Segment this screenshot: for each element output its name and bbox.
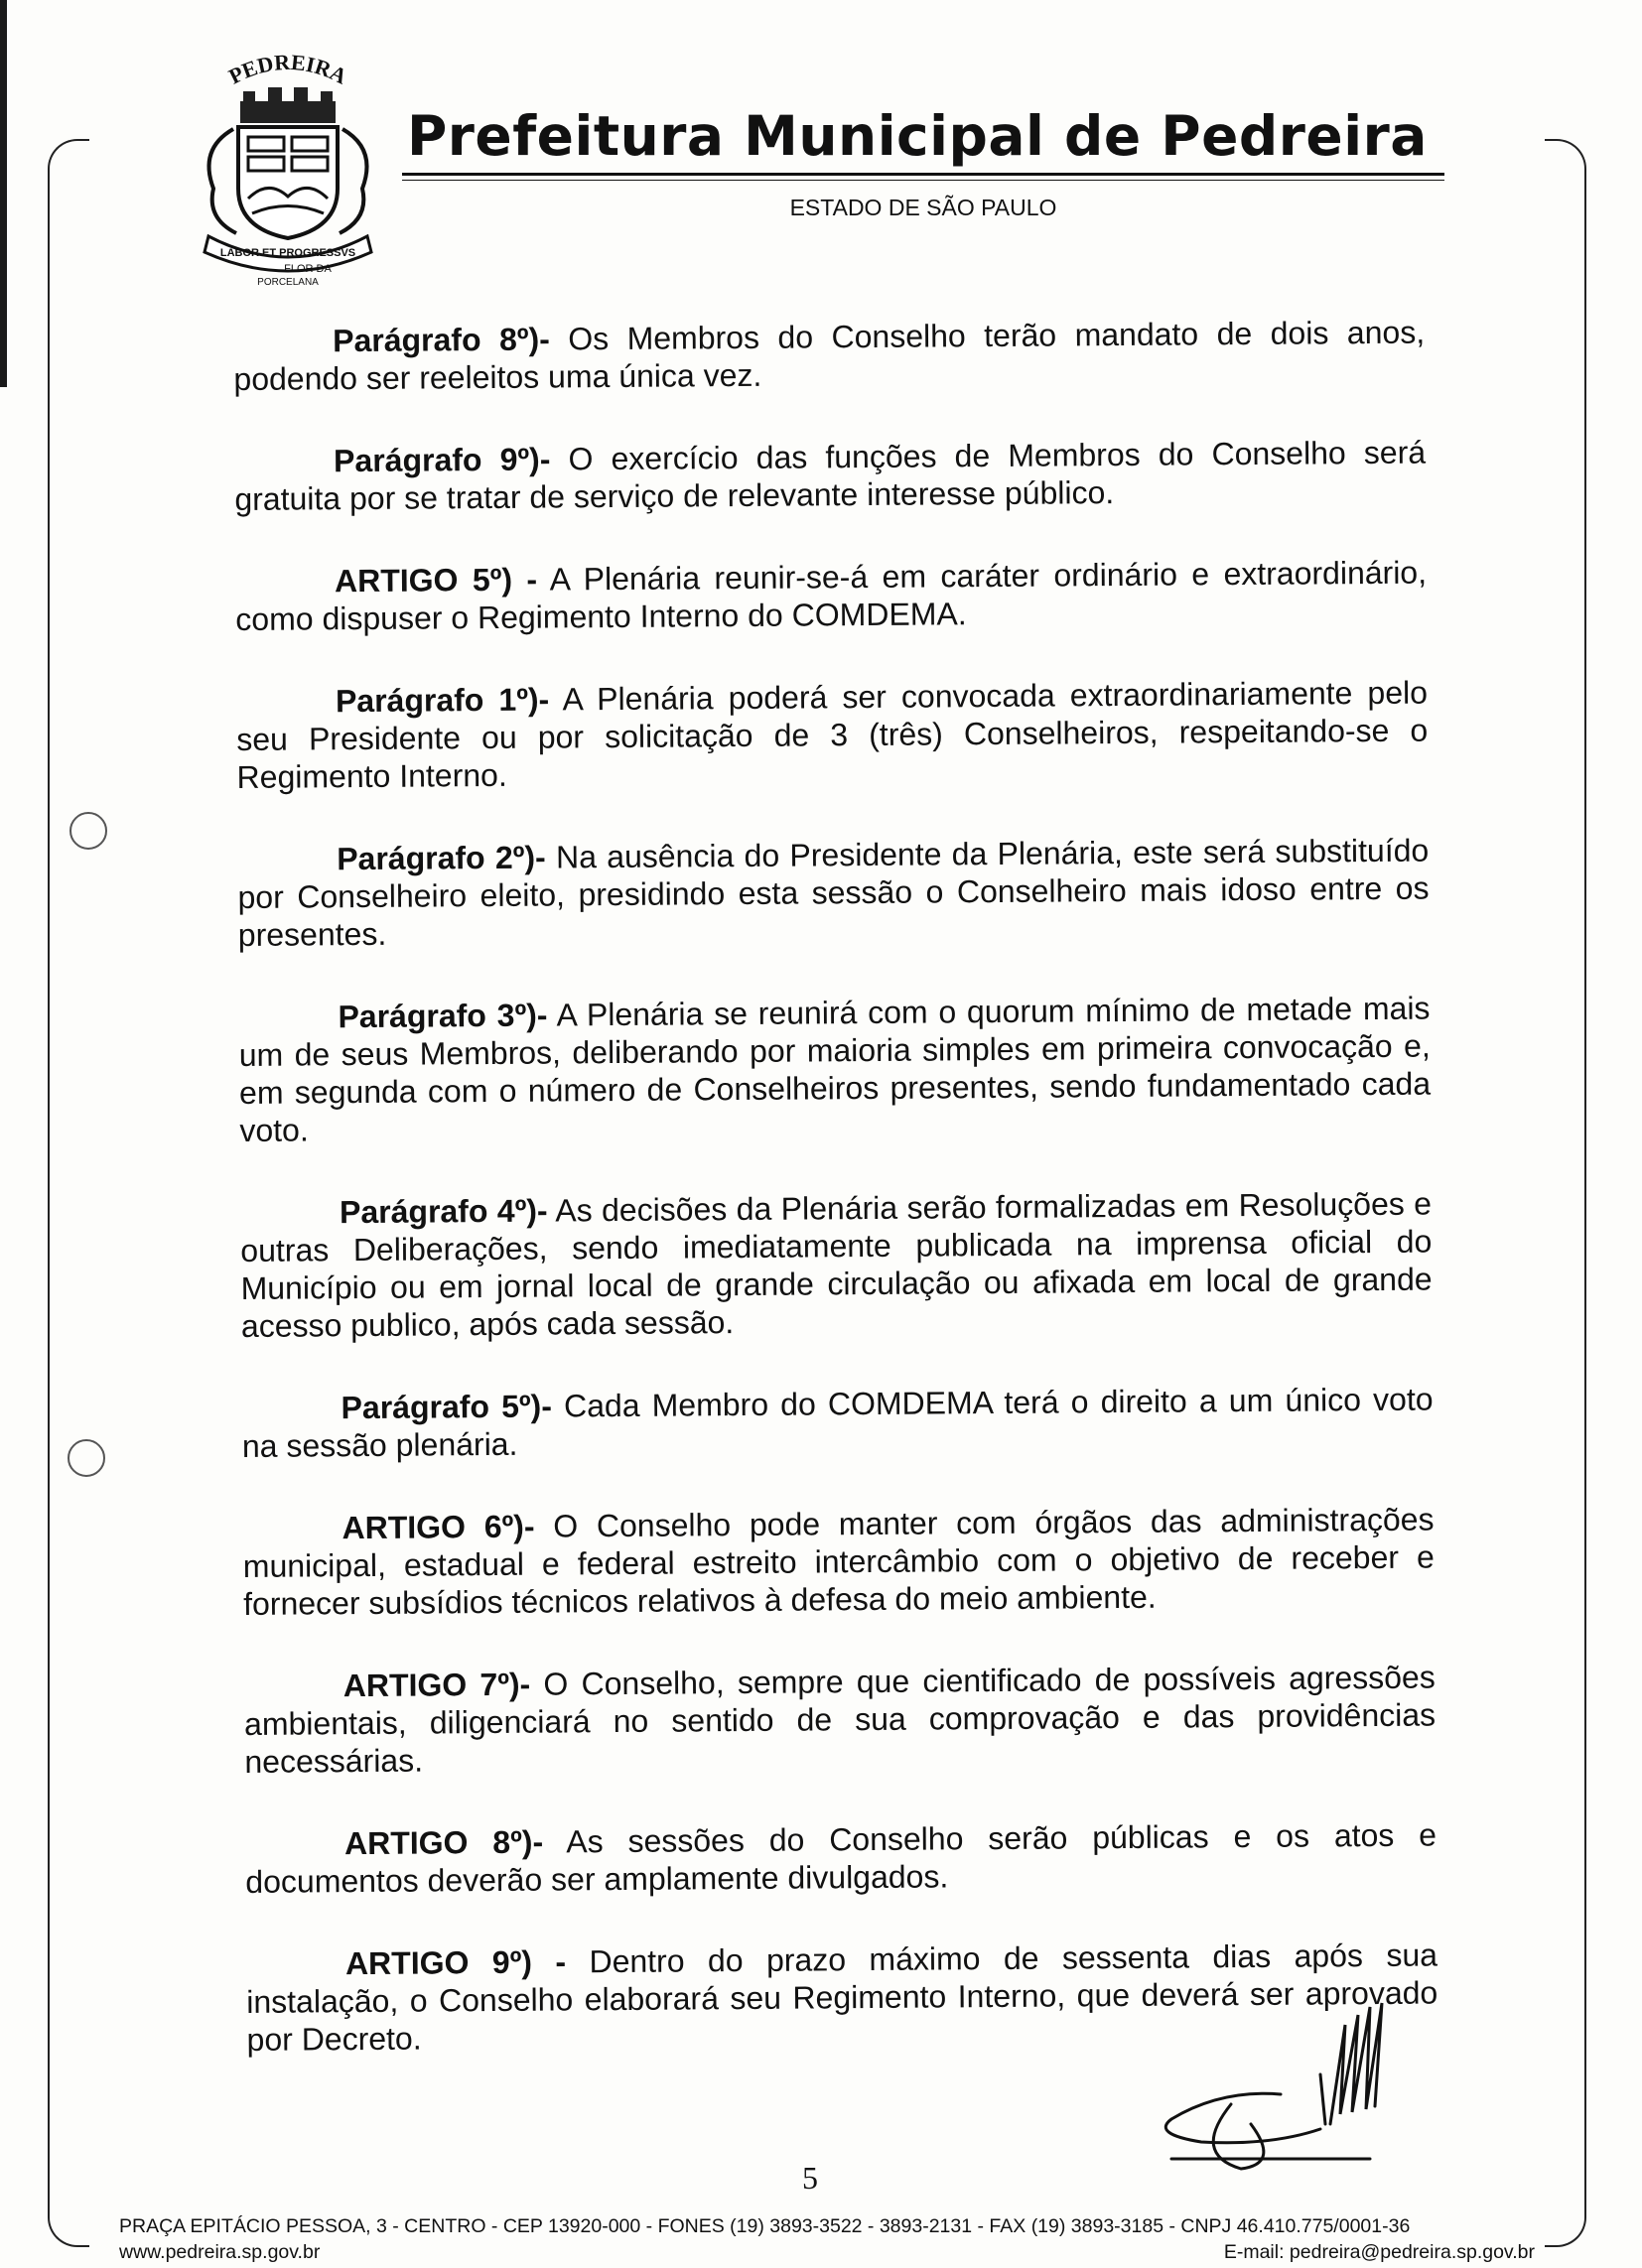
paragraph-lead: ARTIGO 8º)-	[343, 1823, 544, 1862]
paragraph-lead: Parágrafo 1º)-	[335, 681, 550, 720]
paragraph	[240, 1185, 1433, 1345]
paragraph-text: O exercício das funções de Membros do Conselho será gratuita por se tratar de serviço de relevante interesse público.	[234, 434, 1427, 517]
paragraph	[245, 1816, 1437, 1901]
seal-bottom-text-2: PORCELANA	[257, 277, 319, 288]
page-number: 5	[802, 2160, 818, 2196]
footer-email: E-mail: pedreira@pedreira.sp.gov.br	[1223, 2241, 1535, 2263]
seal-top-text: PEDREIRA	[224, 49, 351, 89]
paragraph-text: Dentro do prazo máximo de sessenta dias após sua instalação, o Conselho elaborará seu Regimento Interno, que deverá ser aprovado por Decreto.	[246, 1936, 1438, 2058]
paragraph	[236, 674, 1429, 796]
seal-motto: LABOR ET PROGRESSVS	[219, 247, 356, 259]
paragraph	[238, 990, 1431, 1149]
paragraph-lead: Parágrafo 5º)-	[341, 1388, 553, 1426]
paragraph-text: Cada Membro do COMDEMA terá o direito a um único voto na sessão plenária.	[241, 1381, 1434, 1464]
punch-hole	[68, 1439, 105, 1477]
paragraph-text: A Plenária poderá ser convocada extraordinariamente pelo seu Presidente ou por solicitação de 3 (três) Conselheiros, respeitando-se o Regimento Interno.	[236, 674, 1429, 795]
paragraph-lead: Parágrafo 4º)-	[339, 1192, 548, 1231]
paragraph-lead: Parágrafo 8º)-	[333, 321, 550, 359]
paragraph	[237, 832, 1430, 954]
seal-foliage-right	[340, 129, 367, 233]
letterhead-subtitle: ESTADO DE SÃO PAULO	[789, 195, 1057, 220]
paragraph	[244, 1659, 1437, 1781]
paragraph	[242, 1501, 1435, 1623]
paragraph	[235, 554, 1428, 638]
paragraph-text: A Plenária reunir-se-á em caráter ordinário e extraordinário, como dispuser o Regimento Interno do COMDEMA.	[235, 554, 1428, 637]
paragraph-text: O Conselho pode manter com órgãos das administrações municipal, estadual e federal estreito intercâmbio com o objetivo de receber e fornecer subsídios técnicos relativos à defesa do meio ambiente.	[242, 1501, 1435, 1622]
page-border-left	[48, 139, 89, 2247]
paragraph-lead: Parágrafo 3º)-	[338, 997, 548, 1035]
paragraph-text: As decisões da Plenária serão formalizadas em Resoluções e outras Deliberações, sendo imediatamente publicada na imprensa oficial do Município ou em jornal local de grande circulação ou afixada em local de grande acesso publico, após cada sessão.	[240, 1185, 1433, 1344]
seal-foliage-left	[209, 129, 237, 233]
scan-edge-shadow	[0, 0, 7, 387]
paragraph-lead: ARTIGO 7º)-	[342, 1666, 531, 1704]
paragraph	[233, 314, 1426, 398]
page-border-right	[1545, 139, 1586, 2247]
paragraph	[241, 1381, 1434, 1465]
paragraph-lead: ARTIGO 5º) -	[334, 561, 538, 600]
paragraph-text: As sessões do Conselho serão públicas e os atos e documentos deverão ser amplamente divulgados.	[245, 1816, 1437, 1900]
footer-address: PRAÇA EPITÁCIO PESSOA, 3 - CENTRO - CEP 13920-000 - FONES (19) 3893-3522 - 3893-2131 - FAX (19) 3893-3185 - CNPJ 46.410.775/0001-36	[119, 2215, 1411, 2237]
paragraph-lead: Parágrafo 2º)-	[337, 839, 546, 877]
paragraph-text: Na ausência do Presidente da Plenária, este será substituído por Conselheiro eleito, presidindo esta sessão o Conselheiro mais idoso entre os presentes.	[237, 832, 1430, 953]
letterhead-rule-thick	[402, 173, 1444, 176]
punch-hole	[69, 812, 107, 850]
document-body	[233, 314, 1438, 2103]
seal-bottom-text-1: FLOR DA	[284, 263, 332, 275]
paragraph-lead: Parágrafo 9º)-	[333, 441, 551, 479]
paragraph-text: Os Membros do Conselho terão mandato de dois anos, podendo ser reeleitos uma única vez.	[233, 314, 1426, 397]
paragraph	[234, 434, 1427, 518]
paragraph-lead: ARTIGO 9º) -	[344, 1943, 567, 1982]
seal-shield	[238, 127, 338, 238]
paragraph-text: A Plenária se reunirá com o quorum mínimo de metade mais um de seus Membros, deliberando por maioria simples em primeira convocação e, em segunda com o número de Conselheiros presentes, sendo fundamentado cada voto.	[238, 990, 1432, 1148]
paragraph-lead: ARTIGO 6º)-	[342, 1508, 535, 1546]
footer-website: www.pedreira.sp.gov.br	[119, 2241, 321, 2263]
paragraph-text: O Conselho, sempre que cientificado de possíveis agressões ambientais, diligenciará no sentido de sua comprovação e das providências necessárias.	[243, 1659, 1437, 1780]
letterhead-rule-thin	[402, 180, 1444, 181]
municipal-seal	[189, 40, 387, 288]
handwritten-signature	[1132, 1995, 1430, 2213]
seal-crown	[240, 87, 336, 123]
letterhead-title: Prefeitura Municipal de Pedreira	[407, 104, 1428, 168]
